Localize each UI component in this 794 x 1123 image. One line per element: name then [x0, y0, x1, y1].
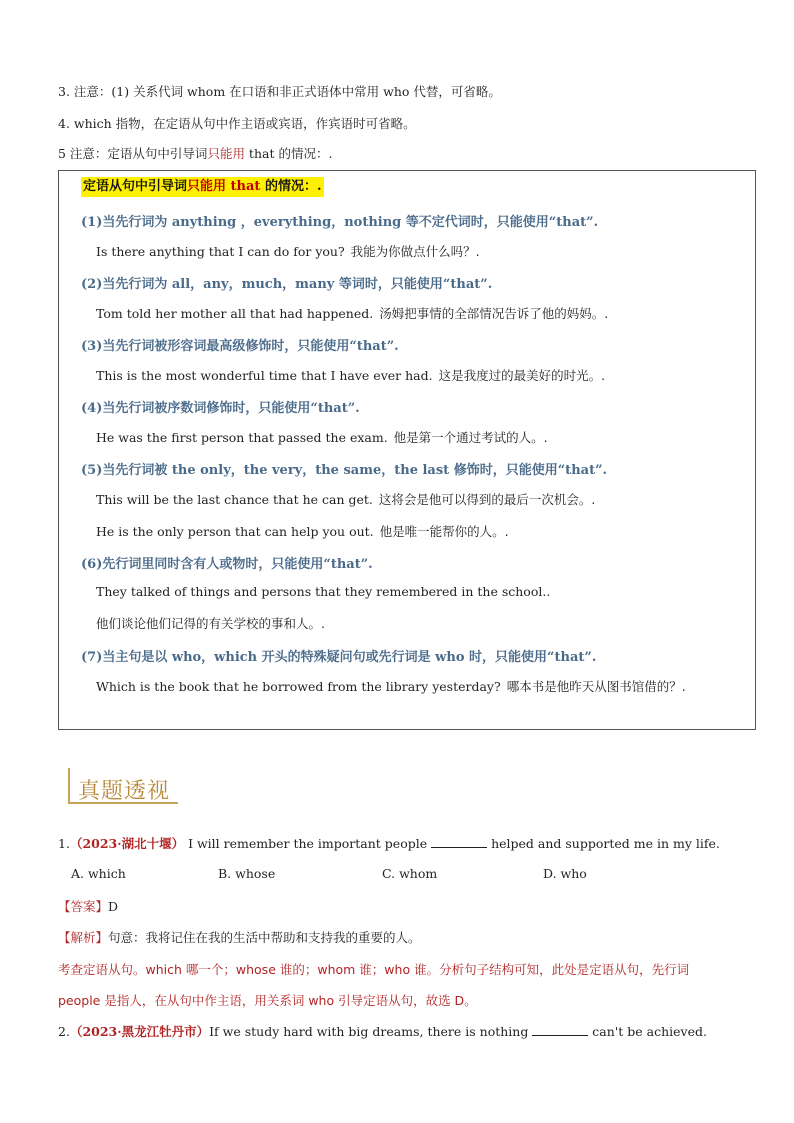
note-5-highlight: 只能用 [207, 146, 245, 161]
answer-value: D [108, 899, 119, 914]
section-title: 真题透视 [78, 779, 171, 804]
analysis-1 [58, 928, 421, 946]
example-5b-en: He is the only person that can help you out. [96, 524, 374, 539]
rule-5: (5)当先行词被 the only，the very，the same，the last 修饰时，只能使用“that”. [81, 463, 608, 478]
question-1-text-before: I will remember the important people [184, 836, 432, 851]
question-2-number: 2. [58, 1024, 70, 1039]
analysis-tag: 【解析】 [58, 930, 109, 945]
note-5-prefix: 5 注意：定语从句中引导词 [58, 146, 208, 161]
example-2 [96, 304, 608, 322]
answer-1 [58, 897, 118, 915]
example-3-cn: 这是我度过的最美好的时光。. [438, 368, 606, 383]
option-a[interactable]: A. which [71, 866, 126, 881]
example-5a-cn: 这将会是他可以得到的最后一次机会。. [378, 492, 596, 507]
example-6b: 他们谈论他们记得的有关学校的事和人。. [96, 616, 325, 631]
example-7 [96, 677, 686, 695]
question-2-source: （2023·黑龙江牡丹市） [69, 1024, 210, 1039]
example-2-en: Tom told her mother all that had happened. [96, 306, 374, 321]
example-1 [96, 242, 480, 260]
question-2-text-after: can't be achieved. [588, 1024, 707, 1039]
question-1 [58, 834, 720, 852]
example-7-en: Which is the book that he borrowed from the library yesterday? [96, 679, 501, 694]
question-1-blank[interactable] [431, 835, 487, 848]
example-5a [96, 490, 595, 508]
section-header [64, 768, 244, 808]
rule-7: (7)当主句是以 who，which 开头的特殊疑问句或先行词是 who 时，只能使用“that”. [81, 650, 597, 665]
rule-4: (4)当先行词被序数词修饰时，只能使用“that”. [81, 401, 360, 416]
option-d[interactable]: D. who [543, 866, 587, 881]
example-5b [96, 522, 509, 540]
section-header-vertical-bar [68, 768, 70, 804]
example-3-en: This is the most wonderful time that I have ever had. [96, 368, 433, 383]
example-4 [96, 428, 548, 446]
question-1-number: 1. [58, 836, 70, 851]
example-1-cn: 我能为你做点什么吗？. [350, 244, 480, 259]
note-4: 4. which 指物，在定语从句中作主语或宾语，作宾语时可省略。 [58, 116, 416, 131]
question-2-text-before: If we study hard with big dreams, there is nothing [209, 1024, 533, 1039]
analysis-text: 句意：我将记住在我的生活中帮助和支持我的重要的人。 [108, 930, 421, 945]
example-4-en: He was the first person that passed the exam. [96, 430, 388, 445]
explanation-line-1: 考查定语从句。which 哪一个；whose 谁的；whom 谁；who 谁。分析句子结构可知，此处是定语从句，先行词 [58, 962, 690, 977]
option-b[interactable]: B. whose [218, 866, 276, 881]
option-c[interactable]: C. whom [382, 866, 438, 881]
example-2-cn: 汤姆把事情的全部情况告诉了他的妈妈。. [379, 306, 609, 321]
example-5a-en: This will be the last chance that he can get. [96, 492, 373, 507]
example-7-cn: 哪本书是他昨天从图书馆借的？. [506, 679, 686, 694]
box-title [81, 177, 324, 197]
example-3 [96, 366, 605, 384]
box-title-prefix: 定语从句中引导词 [83, 179, 188, 194]
example-1-en: Is there anything that I can do for you? [96, 244, 345, 259]
note-5-suffix: that 的情况：. [244, 146, 333, 161]
rule-3: (3)当先行词被形容词最高级修饰时，只能使用“that”. [81, 339, 399, 354]
example-6a: They talked of things and persons that they remembered in the school.. [96, 584, 551, 599]
box-title-highlight: 只能用 that [187, 179, 261, 194]
question-1-source: （2023·湖北十堰） [69, 836, 185, 851]
note-5 [58, 146, 332, 162]
question-2-blank[interactable] [532, 1023, 588, 1036]
rules-box [58, 170, 756, 730]
question-1-text-after: helped and supported me in my life. [487, 836, 720, 851]
rule-6: (6)先行词里同时含有人或物时，只能使用“that”. [81, 557, 373, 572]
answer-tag: 【答案】 [58, 899, 109, 914]
note-3: 3. 注意：(1) 关系代词 whom 在口语和非正式语体中常用 who 代替，可省略。 [58, 84, 501, 99]
rule-1: (1)当先行词为 anything ，everything，nothing 等不定代词时，只能使用“that”. [81, 215, 599, 230]
rule-2: (2)当先行词为 all，any，much，many 等词时，只能使用“that”. [81, 277, 493, 292]
question-2 [58, 1022, 707, 1040]
box-title-suffix: 的情况：. [260, 179, 322, 194]
explanation-line-2: people 是指人，在从句中作主语，用关系词 who 引导定语从句，故选 D。 [58, 993, 477, 1008]
example-5b-cn: 他是唯一能帮你的人。. [379, 524, 509, 539]
example-4-cn: 他是第一个通过考试的人。. [393, 430, 548, 445]
